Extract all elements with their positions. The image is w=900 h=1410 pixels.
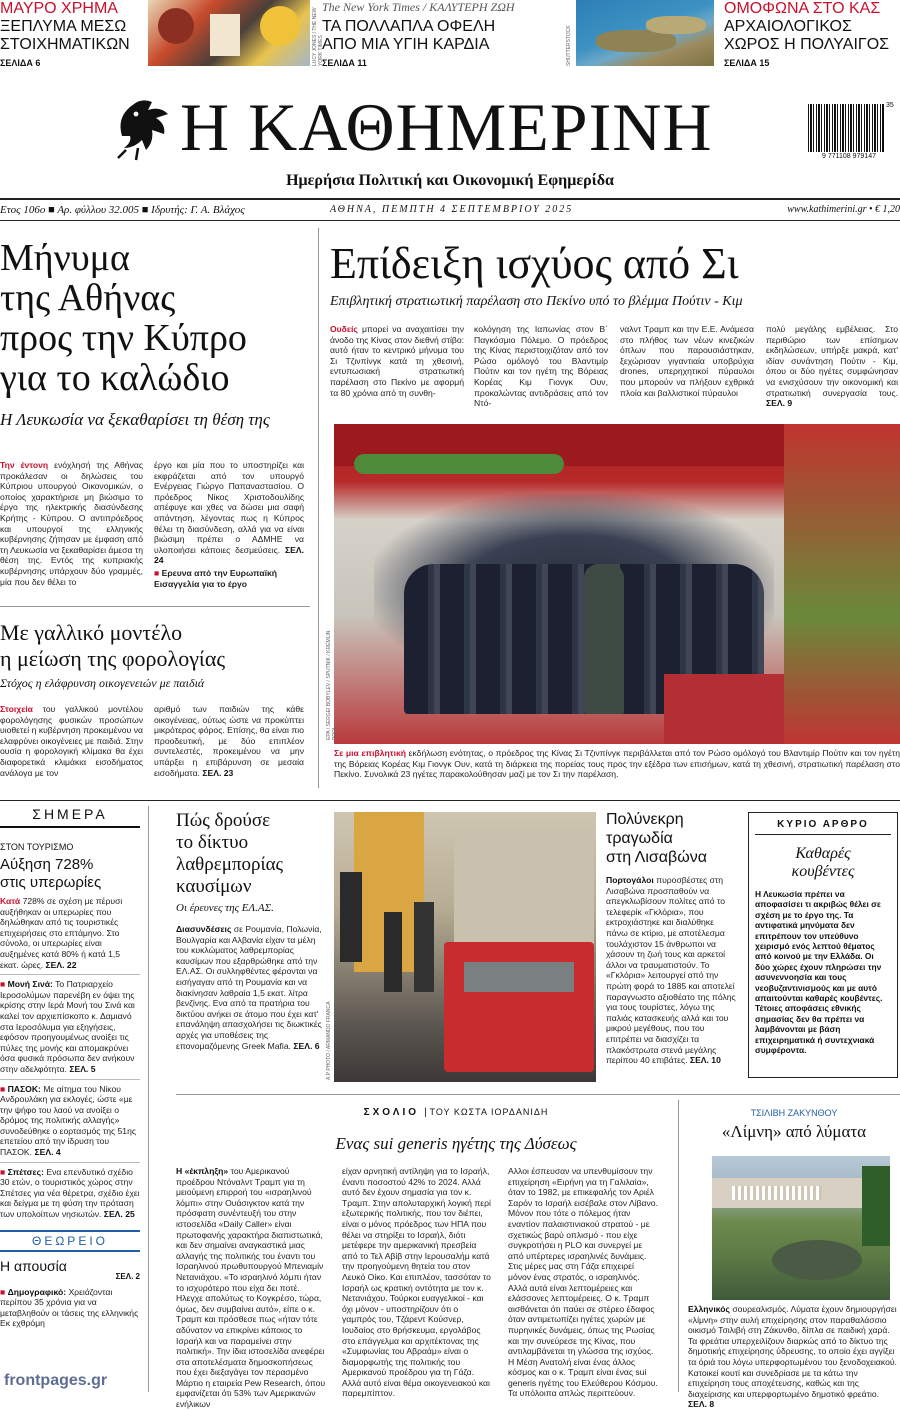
today-header: ΣΗΜΕΡΑ: [0, 806, 140, 828]
teaser-1-line3: ΣΤΟΙΧΗΜΑΤΙΚΩΝ: [0, 36, 130, 53]
lisbon-photo-funicular: [334, 812, 596, 1082]
main-title: Επίδειξη ισχύος από Σι: [330, 239, 739, 288]
comment-label: ΣΧΟΛΙΟ: [363, 1107, 420, 1118]
editorial-title-line2: κουβέντες: [791, 863, 855, 880]
teaser-1-line2: ΞΕΠΛΥΜΑ ΜΕΣΩ: [0, 18, 127, 35]
comment-col1: Η «έκπληξη» του Αμερικανού προέδρου Ντόναλντ Τραμπ για τη μειούμενη επιρροή του «ισραηλινού λόμπι» στην Ουάσιγκτον κατά την πρόσφατη συνέντευξή του στην ιστοσελίδα «Daily Caller» είναι πρωτοφανής χαρακτήρα διαπιστωτικά, και δεν σημαίνει αναγκαστικά μιας αλλαγής της πολιτικής του έναντι του Ισραηλινού πρωθυπουργού Μπενιαμίν Νετανιάχου. «Το ισραηλινό λόμπι ήταν το ισχυρότερο που είχα δει ποτέ. Ηλεγχε απολύτως το Κογκρέσο, τώρα, όμως, δεν συμβαίνει αυτό», είπε ο κ. Τραμπ και πρόσθεσε πως «ήταν τότε αδύνατον να επικρίνει κάποιος το Ισραήλ και να παραμείνει στην πολιτική». Την ίδια ιστοσελίδα ανεφέρει στα αποτελέσματα δημοσκοπήσεως που έχει διεξαγάγει τον περασμένο Μάρτιο η εταιρεία Pew Research, όπου εμφανίζεται ότι 53% των Αμερικανών ενήλικων: [176, 1166, 326, 1410]
cyprus-col2: έργο και μία που το υποστηρίζει και εκφράζεται από τον υπουργό Ενέργειας Γιώργο Παπαναστασίου. Ο πρόεδρος Νίκος Χριστοδουλίδης απέφυγε και χθες να δώσει μια σαφή απάντηση, λέγοντας πως η Κύπρος θέλει τη διασύνδεση, αλλά για να είναι βιώσιμη πρέπει ο ΑΔΜΗΕ να υλοποιήσει κάποιες δεσμεύσεις. ΣΕΛ. 24 ■ Ερευνα από την Ευρωπαϊκή Εισαγγελία για το έργο: [154, 460, 304, 589]
teaser-3-credit: SHUTTERSTOCK: [566, 25, 572, 66]
fuel-title-line3: λαθρεμπορίας: [176, 854, 284, 875]
tax-col1: Στοιχεία του γαλλικού μοντέλου φορολόγησης φυσικών προσώπων υιοθετεί η κυβέρνηση προκειμένου να ελαφρύνει οικογένειες με παιδιά. Στην ουσία η φορολογική κλίμακα θα έχει διαφορετικά κλιμάκια εισοδήματος ανάλογα με τον: [0, 704, 143, 778]
lisbon-body: Πορτογάλοι πυροσβέστες στη Λισαβώνα προσπαθούν να απεγκλωβίσουν πολίτες από το τελεφερίκ «Γκλόρια», που εκτροχιάστηκε και διαλύθηκε πάνω σε κτίριο, με αποτέλεσμα τουλάχιστον 15 άνθρωποι να χάσουν τη ζωή τους και αρκετοί άλλοι να τραυματιστούν. Το «Γκλόρια» λειτουργεί από την πρώτη φορά το 1885 και αποτελεί παραγνωστο αξιοθέατο της πόλης για τους τουρίστες, λόγω της παλιάς κατασκευής αλλά και του μικρού μεγέθους, που του επιτρέπει να διασχίζει τα πλακόστρωτα στενά μεγάλης περίπου 40 επιβάτες. ΣΕΛ. 10: [606, 875, 736, 1066]
today-poll[interactable]: ■ Δημογραφικό: Χρειάζονται περίπου 35 χρόνια για να μεταβληθούν οι τάσεις της ελληνικής Εκ εχθρόμη: [0, 1286, 139, 1329]
today-section: ΣΤΟΝ ΤΟΥΡΙΣΜΟ: [0, 842, 74, 852]
fuel-title-line4: καυσίμων: [176, 876, 252, 897]
cyprus-title-line1: Μήνυμα: [0, 237, 130, 279]
cyprus-title-line2: της Αθήνας: [0, 277, 176, 319]
teaser-2-credit: LUCY JONES / THE NEW YORK TIMES: [312, 7, 324, 66]
cyprus-related-1: Ερευνα από την Ευρωπαϊκή: [161, 567, 278, 578]
main-col1: Ουδείς μπορεί να αναχαιτίσει την άνοδο της Κίνας στον διεθνή στίβο: αυτό ήταν το κεντρικό μήνυμα του Σι Τζινπίνγκ κατά τη χθεσινή, εντυπωσιακή στρατιωτική παρέλαση στο Πεκίνο με αφορμή τα 80 χρόνια από τη συνθη-: [330, 324, 465, 398]
zakynthos-section: ΤΣΙΛΙΒΗ ΖΑΚΥΝΘΟΥ: [750, 1108, 838, 1118]
today-item-2[interactable]: ■ Μονή Σινά: Το Πατριαρχείο Ιεροσολύμων παρενέβη εν όψει της κρίσης στην Ιερά Μονή του Σινά και καλεί τον αρχιεπίσκοπο κ. Δαμιανό στα Ιεροσόλυμα για εξηγήσεις, εφόσον προηγουμένως ανοίξει τις πύλες της μονής και απομακρύνει όσα φυσικά πρόσωπα δεν ανήκουν στην αδελφότητα. ΣΕΛ. 5: [0, 979, 135, 1074]
main-col2: κολόγηση της Ιαπωνίας στον Β΄ Παγκόσμιο Πόλεμο. Ο πρόεδρος της Κίνας περιστοιχιζόταν από τον Ρώσο ομόλογό του Βλαντιμίρ Πούτιν και τον ηγέτη της Βόρειας Κορέας Κιμ Γιονγκ Ουν, προκαλώντας αντιδράσεις από τον Ντό-: [474, 324, 608, 409]
comment-col2: είχαν αρνητική αντίληψη για το Ισραήλ, έναντι ποσοστού 42% το 2024. Αλλά αυτό δεν έχουν σημασία για τον κ. Τραμπ. Στην απολυταρχική λογική περί εξωτερικής πολιτικής, που τον διέπει, είναι ο μόνος πρόεδρος των ΗΠΑ που θέλει να στηρίξει το Ισραήλ, διότι μετέφερε την αμερικανική πρεσβεία από το Τελ Αβίβ στην Ιερουσαλήμ κατά την προηγούμενη θητεία του στον Λευκό Οίκο. Και επιπλέον, τασσόταν το Ισραήλ ως κρατική οντότητα με τον κ. Νετανιάχου. Τούρκοι ευαγγελικοί - και όχι μόνον - υποστηρίζουν ότι ο γαμπρός του, Τζάρεντ Κούσνερ, Ιουδαίος στο θρήσκευμα, εργολάβος στο επάγγελμα και αρχιτέκτονας της «Συμφωνίας του Αβραάμ» είναι ο διαμορφωτής της πολιτικής του Αμερικανού προέδρου για τη Γάζα. Αλλά αυτό είναι θέμα οικογενειακού και παρεμπίπτον.: [342, 1166, 491, 1399]
teaser-1-page: ΣΕΛΙΔΑ 6: [0, 58, 41, 68]
editorial-body: Η Λευκωσία πρέπει να αποφασίσει τι ακριβώς θέλει σε σχέση με το έργο της. Τα αντιφατικά μηνύματα δεν επιτρέπουν τον υπεύθυνο χειρισμό ενός λεπτού θέματος από κοινού με την Ελλάδα. Οι δύο χώρες έχουν πληρώσει την ασυνεννοησία και τους νεοβυζαντινισμούς και με αυτό απαιτούνται καθαρές κουβέντες. Τέτοιες αποφάσεις εθνικής σημασίας δεν θα πρέπει να λαμβάνονται με βάση επιχειρηματικά ή συντεχνιακά συμφέροντα.: [755, 889, 883, 1056]
lisbon-title-line1: Πολύνεκρη: [606, 811, 684, 828]
top-teaser-1[interactable]: [0, 0, 140, 72]
teaser-2-page: ΣΕΛΙΔΑ 11: [322, 58, 367, 68]
teaser-3-page: ΣΕΛΙΔΑ 15: [724, 58, 770, 68]
tax-story[interactable]: [0, 620, 310, 790]
cyprus-related-2: Εισαγγελία για το έργο: [154, 578, 248, 589]
lisbon-title-line3: στη Λισαβώνα: [606, 849, 707, 866]
barcode-number: 9 771108 979147: [822, 153, 876, 160]
cyprus-title-line4: για το καλώδιο: [0, 357, 230, 399]
teaser-photo-coast: [576, 0, 714, 66]
barcode: [808, 104, 884, 152]
theory-page: ΣΕΛ. 2: [115, 1271, 140, 1281]
barcode-issue: 35: [886, 102, 894, 109]
main-subtitle: Επιβλητική στρατιωτική παρέλαση στο Πεκίνο υπό το βλέμμα Πούτιν - Κιμ: [330, 294, 743, 309]
masthead-logo-icon: [112, 96, 174, 162]
masthead-web-price: www.kathimerini.gr • € 1,20: [787, 204, 900, 215]
teaser-photo-heart: [148, 0, 310, 66]
fuel-title-line2: το δίκτυο: [176, 832, 249, 853]
lisbon-title-line2: τραγωδία: [606, 830, 673, 847]
lisbon-story[interactable]: [606, 810, 738, 1090]
cyprus-title-line3: προς την Κύπρο: [0, 317, 247, 359]
comment-title[interactable]: Ενας sui generis ηγέτης της Δύσεως: [335, 1134, 577, 1153]
top-teaser-2[interactable]: [322, 0, 540, 72]
editorial-box[interactable]: [748, 812, 898, 1078]
masthead-title: Η ΚΑΘΗΜΕΡΙΝΗ: [180, 89, 713, 165]
cyprus-story[interactable]: [0, 238, 310, 598]
main-photo-parade: [334, 424, 900, 744]
today-item-1[interactable]: Κατά 728% σε σχέση με πέρυσι αυξήθηκαν οι υπερωρίες που δηλώθηκαν από τις τουριστικές επιχειρήσεις στο επτάμηνο. Στο σύνολο, οι υπερωρίες είναι αυξημένες κατά 80% ή κατά 1,5 εκατ. ώρες. ΣΕΛ. 22: [0, 896, 123, 970]
theory-title[interactable]: Η απουσία: [0, 1257, 67, 1274]
teaser-1-line1: ΜΑΥΡΟ ΧΡΗΜΑ: [0, 0, 118, 17]
masthead-date: ΑΘΗΝΑ, ΠΕΜΠΤΗ 4 ΣΕΠΤΕΜΒΡΙΟΥ 2025: [330, 204, 574, 215]
today-sidebar: [0, 806, 140, 1392]
top-teaser-3[interactable]: [724, 0, 900, 72]
main-photo-credit: EPA / SERGEI BOBYLEV / SPUTNIK / KREMLIN POOL: [326, 630, 338, 740]
tax-subtitle: Στόχος η ελάφρυνση οικογενειών με παιδιά: [0, 676, 205, 690]
watermark: frontpages.gr: [4, 1372, 108, 1389]
zakynthos-photo: [712, 1156, 890, 1300]
theory-header: ΘΕΩΡΕΙΟ: [0, 1230, 140, 1252]
zakynthos-title: «Λίμνη» από λύματα: [721, 1122, 867, 1141]
editorial-header: ΚΥΡΙΟ ΑΡΘΡΟ: [755, 819, 891, 835]
comment-author: ΤΟΥ ΚΩΣΤΑ ΙΟΡΔΑΝΙΔΗ: [429, 1107, 549, 1117]
main-col3: ναλντ Τραμπ και την Ε.Ε. Ανάμεσα στο πλήθος των νέων κινεζικών όπλων που παρουσιάστηκαν, ξεχώρισαν γιγαντιαία υποβρύχια drones, υπερηχητικοί πύραυλοι που μπορούν να πλήξουν εχθρικά πλοία και βαλλιστικοί πύραυλοι: [620, 324, 754, 398]
editorial-title-line1: Καθαρές: [795, 845, 851, 862]
main-col4: πολύ μεγάλης εμβέλειας. Στο περιθώριο των επίσημων εκδηλώσεων, υπήρξε μακρά, κατ' ιδίαν συνάντηση Πούτιν - Κιμ, όπου οι δύο ηγέτες συμφώνησαν να ενισχύσουν την οικονομική και στρατιωτική συνεργασία τους. ΣΕΛ. 9: [766, 324, 898, 409]
today-item-3[interactable]: ■ ΠΑΣΟΚ: Με αίτημα του Νίκου Ανδρουλάκη για εκλογές, ώστε «με την ψήφο του λαού να ανοίξει ο δρόμος της πολιτικής αλλαγής» συνοδεύθηκε ο εορτασμός της 51ης επετείου από την ίδρυση του ΠΑΣΟΚ. ΣΕΛ. 4: [0, 1083, 137, 1158]
fuel-story[interactable]: [176, 810, 326, 1090]
comment-header: ΣΧΟΛΙΟ | ΤΟΥ ΚΩΣΤΑ ΙΟΡΔΑΝΙΔΗ: [363, 1107, 549, 1118]
today-title-line1[interactable]: Αύξηση 728%: [0, 856, 94, 873]
masthead-issue-info: Ετος 106ο ■ Αρ. φύλλου 32.005 ■ Ιδρυτής: Γ. Α. Βλάχος: [0, 204, 245, 216]
teaser-3-line2: ΑΡΧΑΙΟΛΟΓΙΚΟΣ: [724, 18, 852, 35]
teaser-2-line2: ΑΠΟ ΜΙΑ ΥΓΙΗ ΚΑΡΔΙΑ: [322, 36, 490, 53]
teaser-2-line1: ΤΑ ΠΟΛΛΑΠΛΑ ΟΦΕΛΗ: [322, 18, 496, 35]
teaser-3-line3: ΧΩΡΟΣ Η ΠΟΛΥΑΙΓΟΣ: [724, 36, 890, 53]
fuel-title-line1: Πώς δρούσε: [176, 810, 271, 831]
main-caption: Σε μια επιβλητική εκδήλωση ενότητας, ο πρόεδρος της Κίνας Σι Τζινπίνγκ περιβάλλεται από τον Ρώσο ομόλογό του Βλαντιμίρ Πούτιν και τον ηγέτη της Βόρειας Κορέας Κιμ Γιονγκ Ουν, κατά τη διάρκεια της πορείας τους προς την εξέδρα των επισήμων, κατά τη χθεσινή, στρατιωτική παρέλαση στο Πεκίνο. Συνολικά 23 ηγέτες παρακολούθησαν μαζί με τον Σι την παρέλαση.: [334, 748, 900, 780]
teaser-2-kicker: The New York Times / ΚΑΛΥΤΕΡΗ ΖΩΗ: [322, 0, 515, 14]
cyprus-subtitle: Η Λευκωσία να ξεκαθαρίσει τη θέση της: [0, 410, 270, 429]
fuel-photo-credit: A.P PHOTO / ARMANDO FRANCA: [326, 1001, 332, 1080]
teaser-3-line1: ΟΜΟΦΩΝΑ ΣΤΟ ΚΑΣ: [724, 0, 881, 17]
tax-title-line1: Με γαλλικό μοντέλο: [0, 620, 183, 645]
cyprus-col1: Την έντονη ενόχλησή της Αθήνας προκάλεσαν οι δηλώσεις του Κύπριου υπουργού Οικονομικών, ο οποίος χαρακτήρισε μη βιώσιμο το έργο της ηλεκτρικής διασύνδεσης Κρήτης - Κύπρου. Ο αντιπρόεδρος και υπουργοί της ελληνικής κυβέρνησης ζήτησαν με έμφαση από τη Λευκωσία να ξεκαθαρίσει άμεσα τη θέση της. Εντός της κυπριακής κυβέρνησης υπάρχουν δύο γραμμές, μία που δεν θέλει το: [0, 460, 143, 587]
today-item-4[interactable]: ■ Σπέτσες: Ενα επενδυτικό σχέδιο 30 ετών, ο τουριστικός χώρος στην Σπέτσες για νέα θέρετρα, σχέδιο έχει και δείγμα με τη φύση την πρόταση των υπολοίπων νησιωτών. ΣΕΛ. 25: [0, 1166, 140, 1220]
comment-col3: Αλλοι έσπευσαν να υπενθυμίσουν την επιχείρηση «Ειρήνη για τη Γαλιλαία», όταν το 1982, με επικεφαλής τον Αριέλ Σαρόν το Ισραήλ εισέβαλε στον Λίβανο. Μόνον που τότε ο πόλεμος ήταν εναντίον παλαιστινιακού στρατού - με σχετικώς βαρύ οπλισμό - που είχε συγκροτήσει η PLO και συνεργεί με από υπέρτερες ισραηλινές δυνάμεις. Στις μέρες μας στη Γάζα επιχειρεί μόνον ένας στρατός, ο ισραηλινός. Αλλά αυτά είναι λεπτομέρειες και ελάσσονες λεπτομέρειες. Ο κ. Τραμπ αισθάνεται ότι παύει σε στέρεο έδαφος όταν αντιμετωπίζει ηγέτες χωρών με πυρηνικές δυνάμεις, όπως της Ρωσίας και την συνεύρεσε της Κίνας, που αντιλαμβάνεται τη γλώσσα της ισχύος. Η Μέση Ανατολή είναι ένας άλλος κόσμος και ο κ. Τραμπ είναι ένας sui generis ηγέτης του Ελεύθερου Κόσμου. Τα υπόλοιπα απλώς περιττεύουν.: [508, 1166, 658, 1399]
fuel-subtitle: Οι έρευνες της ΕΛ.ΑΣ.: [176, 902, 274, 914]
fuel-body: Διασυνδέσεις σε Ρουμανία, Πολωνία, Βουλγαρία και Αλβανία είχαν τα μέλη του κυκλώματος λαθρεμπορίας καυσίμων που εξαρθρώθηκε από την ΕΛ.ΑΣ. Οι συλληφθέντες φέρονται να εισήγαγαν από τη Ρουμανία και να διακίνησαν λαθραία 1,5 εκατ. λίτρα βενζίνης. Ενα από τα πρατήρια του δικτύου ανήκει σε άτομο που έχει κατ' επανάληψη απασχολήσει τις διωκτικές αρχές για υποθέσεις της επονομαζόμενης Greek Mafia. ΣΕΛ. 6: [176, 924, 322, 1051]
zakynthos-body: Ελληνικός σουρεαλισμός. Λύματα έχουν δημιουργήσει «λίμνη» στην αυλή επιχείρησης στον παραθαλάσσιο οικισμό Τσιλιβή στη Ζάκυνθο, δίπλα σε παιδική χαρά. Τα φρεάτια υπερχειλίζουν διαρκώς από το δίκτυο της δημοτικής επιχείρησης ύδρευσης, το οποίο έχει αγγίξει τα όριά του λόγω υπερφορτωμένου του ξενοδοχειακού. Κατοικεί κουτί και συνεδρίασε με τα κάτω την επιχείρηση τους αποχέτευσης, καθώς και της διαχείρισης και υπερφορτωμένο δημοτικό φρεάτιο. ΣΕΛ. 8: [688, 1304, 897, 1410]
masthead-subtitle: Ημερήσια Πολιτική και Οικονομική Εφημερίδα: [286, 172, 614, 189]
tax-title-line2: η μείωση της φορολογίας: [0, 646, 226, 671]
today-title-line2[interactable]: στις υπερωρίες: [0, 874, 102, 891]
tax-col2: αριθμό των παιδιών της κάθε οικογένειας, ούτως ώστε να προκύπτει μικρότερος φόρος. Επίσης, θα είναι πιο προοδευτική, με δύο επιπλέον συντελεστές, προκειμένου να μην υπάρξει η επιβάρυνση σε μεσαία εισοδήματα. ΣΕΛ. 23: [154, 704, 304, 778]
